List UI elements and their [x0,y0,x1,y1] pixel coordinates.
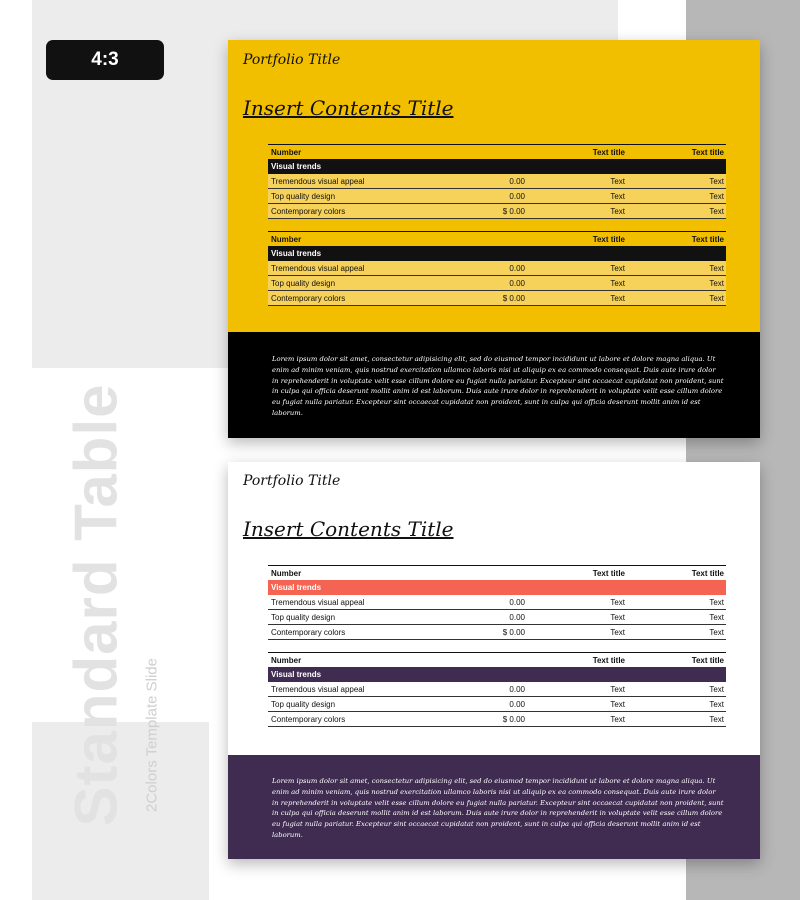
portfolio-title: Portfolio Title [243,473,341,489]
column-header: Number [271,568,302,578]
cell: Contemporary colors [271,627,346,637]
cell: Text [709,206,724,216]
slide-white [228,462,760,859]
cell: $ 0.00 [502,206,525,216]
cell: Text [610,597,625,607]
cell: Contemporary colors [271,206,346,216]
table-row [268,682,726,697]
cell: Top quality design [271,699,336,709]
column-header: Text title [691,147,724,157]
cell: Text [610,714,625,724]
cell: Text [610,293,625,303]
cell: Text [610,176,625,186]
sidebar-title: Standard Table [62,383,130,827]
divider-line [228,334,760,336]
cell: Text [709,684,724,694]
cell: Top quality design [271,278,336,288]
data-table [268,565,726,640]
cell: Text [709,263,724,273]
cell: Text [610,278,625,288]
sidebar-subtitle: 2Colors Template Slide [143,658,161,812]
cell: 0.00 [509,278,525,288]
data-table [268,231,726,306]
group-label: Visual trends [271,162,322,171]
table-row [268,261,726,276]
table-row [268,712,726,727]
contents-title: Insert Contents Title [243,517,454,541]
cell: 0.00 [509,597,525,607]
cell: Text [610,684,625,694]
cell: $ 0.00 [502,293,525,303]
cell: Tremendous visual appeal [271,684,365,694]
table-row [268,595,726,610]
column-header: Text title [592,655,625,665]
table-header-row [268,565,726,580]
cell: Text [610,263,625,273]
table-row [268,189,726,204]
cell: Text [709,714,724,724]
cell: Tremendous visual appeal [271,263,365,273]
cell: Text [709,176,724,186]
cell: Text [709,699,724,709]
cell: Tremendous visual appeal [271,176,365,186]
cell: 0.00 [509,612,525,622]
cell: Text [610,627,625,637]
table-header-row [268,144,726,159]
data-table [268,144,726,219]
cell: 0.00 [509,699,525,709]
table-row [268,174,726,189]
table-row [268,204,726,219]
group-row [268,580,726,595]
group-label: Visual trends [271,583,322,592]
column-header: Text title [691,568,724,578]
column-header: Number [271,655,302,665]
table-row [268,625,726,640]
group-label: Visual trends [271,670,322,679]
column-header: Text title [592,568,625,578]
column-header: Text title [691,234,724,244]
table-row [268,276,726,291]
column-header: Text title [592,234,625,244]
table-row [268,291,726,306]
aspect-ratio-badge: 4:3 [46,40,164,80]
cell: $ 0.00 [502,627,525,637]
slide-yellow [228,40,760,438]
cell: Text [709,293,724,303]
contents-title: Insert Contents Title [243,96,454,120]
portfolio-title: Portfolio Title [243,52,341,68]
cell: Text [709,627,724,637]
column-header: Number [271,147,302,157]
cell: Text [610,206,625,216]
cell: 0.00 [509,176,525,186]
cell: Tremendous visual appeal [271,597,365,607]
group-label: Visual trends [271,249,322,258]
cell: Text [709,191,724,201]
cell: $ 0.00 [502,714,525,724]
table-row [268,610,726,625]
cell: Top quality design [271,191,336,201]
group-row [268,667,726,682]
cell: 0.00 [509,684,525,694]
column-header: Number [271,234,302,244]
body-paragraph: Lorem ipsum dolor sit amet, consectetur adipisicing elit, sed do eiusmod tempor incididunt ut labore et dolore magna aliqua. Ut enim ad minim veniam, quis nostrud exercitation ullamco laboris nisi ut aliquip ex ea commodo consequat. Duis aute irure dolor in reprehenderit in voluptate velit esse cillum dolore eu fugiat nulla pariatur. Excepteur sint occaecat cupidatat non proident, sunt in culpa qui officia deserunt mollit anim id est laborum. Duis aute irure dolor in reprehenderit in voluptate velit esse cillum dolore eu fugiat nulla pariatur. Excepteur sint occaecat cupidatat non proident, sunt in culpa qui officia deserunt mollit anim id est laborum. [272,355,724,417]
cell: 0.00 [509,263,525,273]
column-header: Text title [592,147,625,157]
body-paragraph: Lorem ipsum dolor sit amet, consectetur adipisicing elit, sed do eiusmod tempor incididunt ut labore et dolore magna aliqua. Ut enim ad minim veniam, quis nostrud exercitation ullamco laboris nisi ut aliquip ex ea commodo consequat. Duis aute irure dolor in reprehenderit in voluptate velit esse cillum dolore eu fugiat nulla pariatur. Excepteur sint occaecat cupidatat non proident, sunt in culpa qui officia deserunt mollit anim id est laborum. Duis aute irure dolor in reprehenderit in voluptate velit esse cillum dolore eu fugiat nulla pariatur. Excepteur sint occaecat cupidatat non proident, sunt in culpa qui officia deserunt mollit anim id est laborum. [272,777,724,839]
cell: Text [709,278,724,288]
group-row [268,159,726,174]
cell: Top quality design [271,612,336,622]
cell: Text [709,597,724,607]
cell: 0.00 [509,191,525,201]
cell: Text [610,191,625,201]
table-header-row [268,231,726,246]
cell: Contemporary colors [271,714,346,724]
cell: Contemporary colors [271,293,346,303]
divider-line [228,755,760,757]
group-row [268,246,726,261]
table-header-row [268,652,726,667]
data-table [268,652,726,727]
table-row [268,697,726,712]
column-header: Text title [691,655,724,665]
cell: Text [610,699,625,709]
cell: Text [610,612,625,622]
cell: Text [709,612,724,622]
